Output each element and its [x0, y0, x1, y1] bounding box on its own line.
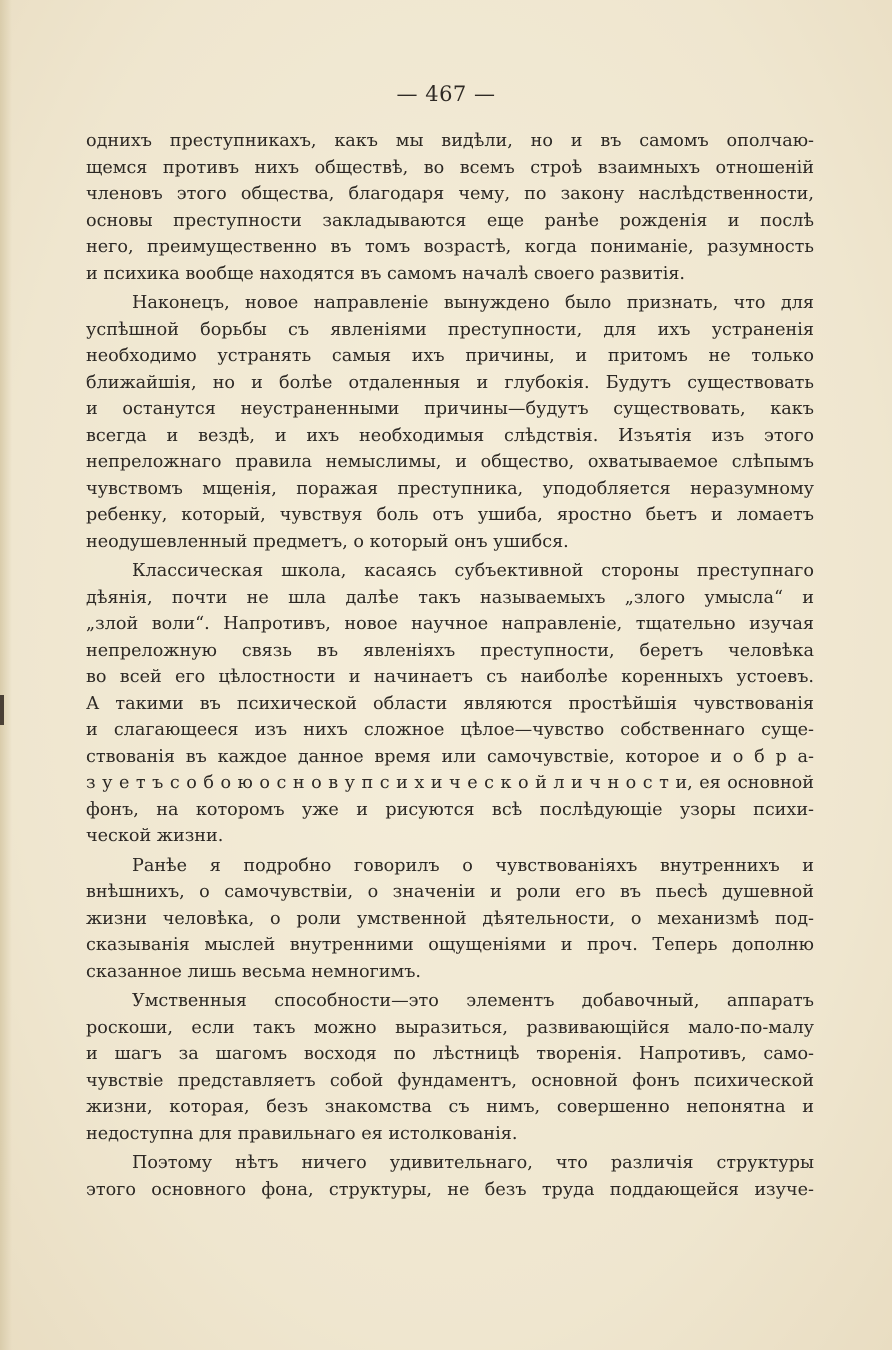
text-line: фонъ, на которомъ уже и рисуются всѣ послѣдующіе узоры психи-: [86, 799, 814, 820]
body-text: [86, 128, 814, 1206]
paragraph: [86, 290, 814, 555]
text-line: ческой жизни.: [86, 826, 224, 846]
text-line: Умственныя способности—это элементъ добавочный, аппаратъ: [132, 991, 814, 1011]
text-line: этого основного фона, структуры, не безъ труда поддающейся изуче-: [86, 1179, 814, 1200]
paragraph: [86, 1150, 814, 1203]
text-line: жизни, которая, безъ знакомства съ нимъ, совершенно непонятна и: [86, 1097, 814, 1117]
text-line: з у е т ъ с о б о ю о с н о в у п с и х и ч е с к о й л и ч н о с т и, ея основной: [86, 773, 814, 793]
text-line: неодушевленный предметъ, о который онъ ушибся.: [86, 531, 569, 552]
text-line: сказыванія мыслей внутренними ощущеніями и проч. Теперь дополню: [86, 935, 814, 955]
text-line: щемся противъ нихъ обществѣ, во всемъ строѣ взаимныхъ отношеній: [86, 157, 814, 178]
text-line: ствованія въ каждое данное время или самочувствіе, которое и о б р а-: [86, 746, 814, 767]
paragraph: [86, 558, 814, 850]
paragraph: [86, 128, 814, 287]
text-line: внѣшнихъ, о самочувствіи, о значеніи и роли его въ пьесѣ душевной: [86, 882, 814, 902]
text-line: всегда и вездѣ, и ихъ необходимыя слѣдствія. Изъятія изъ этого: [86, 425, 814, 446]
margin-mark: [0, 695, 4, 725]
text-line: дѣянія, почти не шла далѣе такъ называемыхъ „злого умысла“ и: [86, 587, 814, 608]
text-line: и останутся неустраненными причины—будутъ существовать, какъ: [86, 399, 814, 419]
text-line: недоступна для правильнаго ея истолкованія.: [86, 1123, 518, 1144]
text-line: чувствомъ мщенія, поражая преступника, уподобляется неразумному: [86, 478, 814, 499]
text-line: ребенку, который, чувствуя боль отъ ушиба, яростно бьетъ и ломаетъ: [86, 505, 814, 525]
text-line: роскоши, если такъ можно выразиться, развивающійся мало-по-малу: [86, 1017, 814, 1038]
text-line: и психика вообще находятся въ самомъ началѣ своего развитія.: [86, 263, 686, 284]
text-line: непреложную связь въ явленіяхъ преступности, беретъ человѣка: [86, 640, 814, 661]
text-line: него, преимущественно въ томъ возрастѣ, когда пониманіе, разумность: [86, 237, 814, 257]
text-line: „злой воли“. Напротивъ, новое научное направленіе, тщательно изучая: [86, 614, 814, 634]
text-line: Поэтому нѣтъ ничего удивительнаго, что различія структуры: [132, 1153, 814, 1173]
text-line: Ранѣе я подробно говорилъ о чувствованіяхъ внутреннихъ и: [132, 855, 814, 876]
text-line: сказанное лишь весьма немногимъ.: [86, 961, 421, 982]
paragraph: [86, 853, 814, 986]
text-line: членовъ этого общества, благодаря чему, по закону наслѣдственности,: [86, 184, 814, 204]
text-line: Классическая школа, касаясь субъективной стороны преступнаго: [132, 561, 814, 581]
text-line: во всей его цѣлостности и начинаетъ съ наиболѣе коренныхъ устоевъ.: [86, 667, 814, 687]
text-line: жизни человѣка, о роли умственной дѣятельности, о механизмѣ под-: [86, 908, 814, 929]
text-line: чувствіе представляетъ собой фундаментъ, основной фонъ психической: [86, 1070, 814, 1091]
text-line: и шагъ за шагомъ восходя по лѣстницѣ творенія. Напротивъ, само-: [86, 1044, 814, 1064]
paragraph: [86, 988, 814, 1147]
text-line: и слагающееся изъ нихъ сложное цѣлое—чувство собственнаго суще-: [86, 720, 814, 740]
text-line: успѣшной борьбы съ явленіями преступности, для ихъ устраненія: [86, 319, 814, 340]
text-line: ближайшія, но и болѣе отдаленныя и глубокія. Будутъ существовать: [86, 372, 814, 393]
page-number: — 467 —: [396, 82, 496, 106]
text-line: А такими въ психической области являются простѣйшія чувствованія: [86, 693, 814, 714]
text-line: однихъ преступникахъ, какъ мы видѣли, но и въ самомъ ополчаю-: [86, 131, 814, 151]
text-line: необходимо устранять самыя ихъ причины, и притомъ не только: [86, 346, 814, 366]
page-edge-shadow: [0, 0, 12, 1350]
text-line: Наконецъ, новое направленіе вынуждено было признать, что для: [132, 293, 814, 313]
text-line: основы преступности закладываются еще ранѣе рожденія и послѣ: [86, 210, 814, 231]
text-line: непреложнаго правила немыслимы, и общество, охватываемое слѣпымъ: [86, 452, 814, 472]
